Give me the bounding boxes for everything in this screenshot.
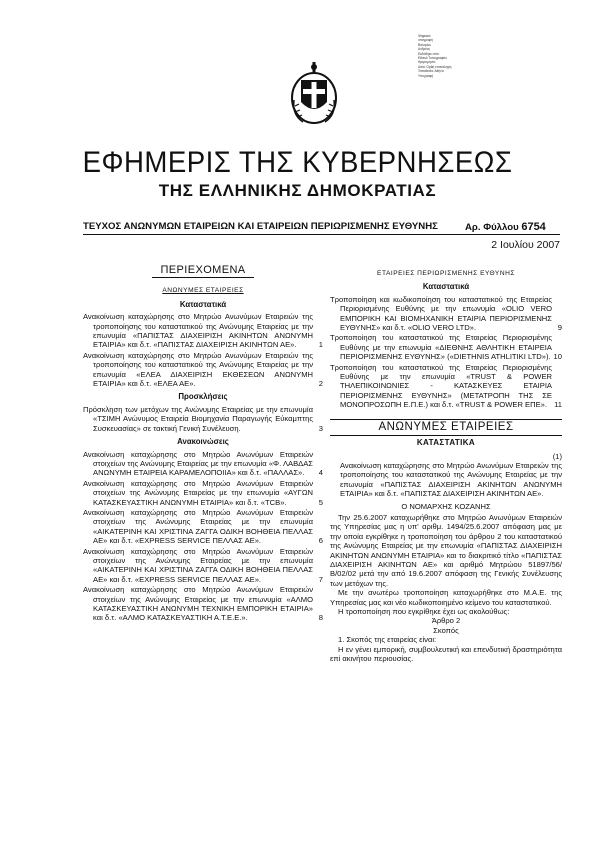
- body-paragraph: Την 25.6.2007 καταχωρήθηκε στο Μητρώο Ανωνύμων Εταιρειών της Υπηρεσίας μας η υπ' αριθμ. 1494/25.6.2007 απόφαση μας με την οποία εγκρίθηκε η τροποποίηση του άρθρου 2 του καταστατικού της Ανώνυμης Εταιρείας με την επωνυμία «ΠΑΠΙΣΤΑΣ ΔΙΑΧΕΙΡΙΣΗ ΑΚΙΝΗΤΩΝ ΑΝΩΝΥΜΗ ΕΤΑΙΡΙΑ» και το διακριτικό τίτλο «ΠΑΠΙΣΤΑΣ ΔΙΑΧΕΙΡΙΣΗ ΑΚΙΝΗΤΩΝ ΑΕ» και αριθμό Μητρώου 51897/56/Β/02/02 μετά την από 19.6.2007 απόφαση της Γενικής Συνέλευσης των μετόχων της.: [330, 512, 562, 588]
- article-clause-text: Η εν γένει εμπορική, συμβουλευτική και επενδυτική δραστηριότητα επί ακινήτου περιουσίας.: [330, 644, 562, 664]
- stamp-line: Υπογραφή: [418, 73, 434, 78]
- toc-entry[interactable]: [330, 333, 562, 361]
- toc-group-title: Καταστατικά: [179, 299, 227, 309]
- toc-entry-page: 8: [318, 613, 323, 623]
- issue-value: 6754: [521, 221, 546, 233]
- toc-entry-page: 2: [318, 379, 323, 389]
- body-paragraph: Με την ανωτέρω τροποποίηση καταχωρήθηκε στο Μ.Α.Ε. της Υπηρεσίας μας και νέο κωδικοποιημένο κείμενο του καταστατικού.: [330, 588, 562, 607]
- toc-entry-text: Ανακοίνωση καταχώρησης στο Μητρώο Ανωνύμων Εταιρειών στοιχείων της Ανώνυμης Εταιρείας με την επωνυμία «ΑΥΓΩΝ ΚΑΤΑΣΚΕΥΑΣΤΙΚΗ ΑΝΩΝΥΜΗ ΕΤΑΙΡΙΑ» και δ.τ. «TCB».: [83, 478, 313, 507]
- toc-entry-text: Τροποποίηση του καταστατικού της Εταιρείας Περιορισμένης Ευθύνης με την επωνυμία «TRUST & POWER ΤΗΛΕΠΙΚΟΙΝΩΝΙΕΣ - ΚΑΤΑΣΚΕΥΕΣ ΕΤΑΙΡΙΑ ΠΕΡΙΟΡΙΣΜΕΝΗΣ ΕΥΘΥΝΗΣ» (ΜΕΤΑΤΡΟΠΗ ΤΗΣ ΣΕ ΜΟΝΟΠΡΟΣΩΠΗ Ε.Π.Ε.) και δ.τ. «TRUST & POWER ΕΠΕ».: [330, 362, 552, 410]
- stamp-line: Ανδρέας: [418, 47, 431, 52]
- toc-left-column: [83, 266, 323, 624]
- stamp-line: Αιτία: Ορθή επανάληψη: [418, 64, 452, 69]
- digital-signature-stamp: [418, 34, 482, 78]
- toc-entry-text: Ανακοίνωση καταχώρησης στο Μητρώο Ανωνύμων Εταιρειών στοιχείων της Ανώνυμης Εταιρείας με την επωνυμία «Φ. ΛΑΒΔΑΣ ΑΝΩΝΥΜΗ ΕΤΑΙΡΕΙΑ ΚΑΡΑΜΕΛΟΠΟΙΙΑ» και δ.τ. «ΠΑΛΛΑΣ».: [83, 449, 313, 478]
- stamp-line: Εθνικό Τυπογραφείο: [418, 56, 447, 61]
- toc-entry[interactable]: [83, 312, 323, 350]
- stamp-line: υπογραφή: [418, 38, 433, 43]
- toc-heading-rule: [152, 277, 254, 278]
- toc-entry[interactable]: [83, 450, 323, 478]
- toc-entry[interactable]: [83, 351, 323, 389]
- toc-entry-page: 3: [318, 423, 323, 433]
- issue-label: Αρ. Φύλλου: [465, 222, 519, 233]
- toc-entry-page: 5: [318, 497, 323, 507]
- gazette-subtitle: ΤΗΣ ΕΛΛΗΝΙΚΗΣ ΔΗΜΟΚΡΑΤΙΑΣ: [158, 181, 437, 200]
- announcement-number: (1): [552, 451, 562, 461]
- toc-entry-text: Ανακοίνωση καταχώρησης στο Μητρώο Ανωνύμων Εταιρειών στοιχείων της Ανώνυμης Εταιρείας με την επωνυμία «ΑΙΚΑΤΕΡΙΝΗ ΚΑΙ ΧΡΙΣΤΙΝΑ ΖΑΓΓΑ ΟΔΙΚΗ ΒΟΗΘΕΙΑ ΠΕΛΛΑΣ ΑΕ» και δ.τ. «EXPRESS SERVICE ΠΕΛΛΑΣ ΑΕ».: [83, 507, 313, 546]
- stamp-line: Βαλερίου: [418, 42, 432, 47]
- toc-entry[interactable]: [83, 585, 323, 623]
- issue-number: [465, 221, 546, 233]
- toc-group-title: Προσκλήσεις: [178, 392, 228, 402]
- toc-entry[interactable]: [330, 363, 562, 410]
- toc-entry[interactable]: [330, 295, 562, 333]
- article-title: Σκοπός: [433, 625, 459, 635]
- toc-entry-text: Τροποποίηση του καταστατικού της Εταιρείας Περιορισμένης Ευθύνης με την επωνυμία «ΔΙΕΘΝΗΣ ΑΘΛΗΤΙΚΗ ΕΤΑΙΡΕΙΑ ΠΕΡΙΟΡΙΣΜΕΝΗΣ ΕΥΘΥΝΗΣ» («DIETHNIS ATHLITIKI LTD»).: [330, 333, 552, 362]
- issue-date: 2 Ιουλίου 2007: [491, 239, 560, 251]
- toc-entry[interactable]: [83, 547, 323, 585]
- body-paragraph: Η τροποποίηση που εγκρίθηκε έχει ως ακολούθως:: [338, 607, 510, 616]
- body-subsection-title: ΚΑΤΑΣΤΑΤΙΚΑ: [416, 438, 476, 448]
- toc-group-title: Καταστατικά: [422, 282, 470, 292]
- body-section-title: ΑΝΩΝΥΜΕΣ ΕΤΑΙΡΕΙΕΣ: [330, 419, 562, 436]
- right-column: [330, 266, 562, 663]
- toc-entry-page: 6: [318, 536, 323, 546]
- toc-entry-page: 4: [318, 468, 323, 478]
- toc-entry-text: Πρόσκληση των μετόχων της Ανώνυμης Εταιρείας με την επωνυμία «ΤΣΙΜΗ Ανώνυμος Εταιρεία Βιομηχανία Παραγωγής Εύκαμπτης Συσκευασίας» σε τακτική Γενική Συνέλευση.: [83, 404, 313, 433]
- toc-section-title: ΕΤΑΙΡΕΙΕΣ ΠΕΡΙΩΡΙΣΜΕΝΗΣ ΕΥΘΥΝΗΣ: [377, 270, 515, 277]
- toc-entry-text: Ανακοίνωση καταχώρησης στο Μητρώο Ανωνύμων Εταιρειών στοιχείων της Ανώνυμης Εταιρείας με την επωνυμία «ΑΙΚΑΤΕΡΙΝΗ ΚΑΙ ΧΡΙΣΤΙΝΑ ΖΑΓΓΑ ΟΔΙΚΗ ΒΟΗΘΕΙΑ ΠΕΛΛΑΣ ΑΕ» και δ.τ. «EXPRESS SERVICE ΠΕΛΛΑΣ ΑΕ».: [83, 546, 313, 584]
- greek-coat-of-arms-icon: [289, 60, 339, 128]
- header-rule: [83, 234, 560, 235]
- article-clause: 1. Σκοπός της εταιρείας είναι:: [338, 635, 437, 645]
- gazette-title: ΕΦΗΜΕΡΙΣ ΤΗΣ ΚΥΒΕΡΝΗΣΕΩΣ: [82, 146, 513, 179]
- toc-entry-text: Ανακοίνωση καταχώρησης στο Μητρώο Ανωνύμων Εταιρειών της τροποποίησης του καταστατικού της Ανώνυμης Εταιρείας με την επωνυμία «ΕΛΕΑ ΔΙΑΧΕΙΡΙΣΗ ΕΚΘΕΣΕΩΝ ΑΝΩΝΥΜΗ ΕΤΑΙΡΙΑ» και δ.τ. «ΕΛΕΑ ΑΕ».: [83, 350, 313, 389]
- toc-entry-page: 7: [318, 574, 323, 584]
- stamp-line: Ημερομηνία:: [418, 60, 436, 65]
- toc-entry[interactable]: [83, 479, 323, 507]
- toc-entry-text: Ανακοίνωση καταχώρησης στο Μητρώο Ανωνύμων Εταιρειών της τροποποίησης του καταστατικού της Ανώνυμης Εταιρείας με την επωνυμία «ΠΑΠΙΣΤΑΣ ΔΙΑΧΕΙΡΙΣΗ ΑΚΙΝΗΤΩΝ ΑΝΩΝΥΜΗ ΕΤΑΙΡΙΑ» και δ.τ. «ΠΑΠΙΣΤΑΣ ΔΙΑΧΕΙΡΙΣΗ ΑΚΙΝΗΤΩΝ ΑΕ».: [83, 312, 313, 350]
- prefecture-heading: Ο ΝΟΜΑΡΧΗΣ ΚΟΖΑΝΗΣ: [401, 501, 491, 511]
- stamp-line: Ψηφιακά: [418, 34, 431, 38]
- gazette-series: ΤΕΥΧΟΣ ΑΝΩΝΥΜΩΝ ΕΤΑΙΡΕΙΩΝ ΚΑΙ ΕΤΑΙΡΕΙΩΝ ΠΕΡΙΩΡΙΣΜΕΝΗΣ ΕΥΘΥΝΗΣ: [83, 221, 438, 232]
- toc-entry-page: 1: [318, 340, 323, 350]
- toc-heading: ΠΕΡΙΕΧΟΜΕΝΑ: [160, 264, 246, 276]
- article-heading: Άρθρο 2: [431, 616, 461, 626]
- toc-entry[interactable]: [83, 405, 323, 433]
- toc-section-title: ΑΝΩΝΥΜΕΣ ΕΤΑΙΡΕΙΕΣ: [162, 287, 244, 295]
- toc-entry-page: 9: [557, 323, 562, 333]
- toc-entry-text: Τροποποίηση και κωδικοποίηση του καταστατικού της Εταιρείας Περιορισμένης Ευθύνης με την επωνυμία «OLIO VERO ΕΜΠΟΡΙΚΗ ΚΑΙ ΒΙΟΜΗΧΑΝΙΚΗ ΕΤΑΙΡΙΑ ΠΕΡΙΟΡΙΣΜΕΝΗΣ ΕΥΘΥΝΗΣ» και δ.τ. «OLIO VERO LTD».: [330, 294, 552, 333]
- toc-entry[interactable]: [83, 508, 323, 546]
- toc-entry-page: 11: [554, 400, 562, 410]
- toc-entry-text: Ανακοίνωση καταχώρησης στο Μητρώο Ανωνύμων Εταιρειών στοιχείων της Ανώνυμης Εταιρείας με την επωνυμία «ΑΛΜΟ ΚΑΤΑΣΚΕΥΑΣΤΙΚΗ ΑΝΩΝΥΜΗ ΤΕΧΝΙΚΗ ΕΜΠΟΡΙΚΗ ΕΤΑΙΡΙΑ» και δ.τ. «ΑΛΜΟ ΚΑΤΑΣΚΕΥΑΣΤΙΚΗ Α.Τ.Ε.Ε.».: [83, 585, 313, 623]
- announcement-title: Ανακοίνωση καταχώρησης στο Μητρώο Ανωνύμων Εταιρειών της τροποποίησης του καταστατικού της Ανώνυμης Εταιρείας με την επωνυμία «ΠΑΠΙΣΤΑΣ ΔΙΑΧΕΙΡΙΣΗ ΑΚΙΝΗΤΩΝ ΑΝΩΝΥΜΗ ΕΤΑΙΡΙΑ» και δ.τ. «ΠΑΠΙΣΤΑΣ ΔΙΑΧΕΙΡΙΣΗ ΑΚΙΝΗΤΩΝ ΑΕ».: [340, 460, 562, 499]
- toc-entry-page: 10: [553, 352, 562, 362]
- stamp-line: Εκδόθηκε από:: [418, 51, 440, 56]
- toc-group-title: Ανακοινώσεις: [177, 437, 229, 447]
- stamp-line: Τοποθεσία: Αθήνα: [418, 69, 444, 74]
